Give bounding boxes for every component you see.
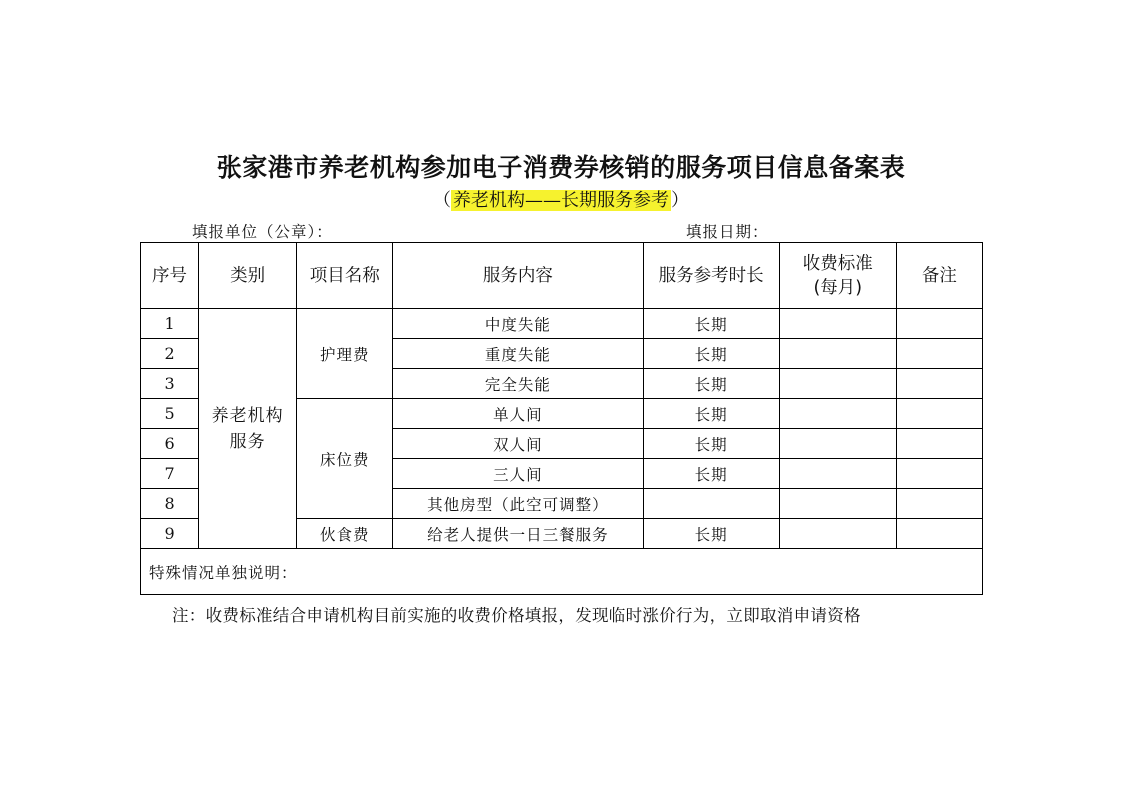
header-fee-line1: 收费标准 [802,253,873,274]
cell-seq: 3 [141,369,199,399]
cell-fee[interactable] [779,429,896,459]
cell-seq: 9 [141,519,199,549]
cell-seq: 6 [141,429,199,459]
cell-seq: 1 [141,309,199,339]
category-line2: 服务 [229,431,266,452]
cell-content: 完全失能 [393,369,643,399]
cell-fee[interactable] [779,459,896,489]
cell-content: 重度失能 [393,339,643,369]
cell-remark[interactable] [896,339,982,369]
cell-group-bed: 床位费 [297,399,393,519]
special-note-label[interactable]: 特殊情况单独说明： [141,549,983,595]
cell-content: 双人间 [393,429,643,459]
cell-remark[interactable] [896,489,982,519]
cell-remark[interactable] [896,399,982,429]
header-duration: 服务参考时长 [643,243,779,309]
cell-duration: 长期 [643,459,779,489]
cell-fee[interactable] [779,369,896,399]
page-title: 张家港市养老机构参加电子消费券核销的服务项目信息备案表 [216,153,906,182]
subtitle-close-paren: ） [671,190,689,211]
footer-note: 注：收费标准结合申请机构目前实施的收费价格填报，发现临时涨价行为，立即取消申请资格 [172,606,861,625]
header-fee-line2: (每月) [813,277,863,298]
cell-content: 给老人提供一日三餐服务 [393,519,643,549]
subtitle-highlight: 养老机构——长期服务参考 [453,190,669,211]
cell-remark[interactable] [896,459,982,489]
header-fee [779,243,896,309]
subtitle-open-paren: （ [433,190,451,211]
cell-group-nursing: 护理费 [297,309,393,399]
cell-remark[interactable] [896,309,982,339]
cell-category [199,309,297,549]
fill-date-label: 填报日期： [686,223,769,241]
cell-duration: 长期 [643,399,779,429]
cell-seq: 5 [141,399,199,429]
cell-fee[interactable] [779,489,896,519]
cell-duration: 长期 [643,309,779,339]
header-category: 类别 [199,243,297,309]
cell-duration: 长期 [643,339,779,369]
cell-fee[interactable] [779,399,896,429]
table-header-row [141,243,983,309]
category-line1: 养老机构 [211,405,284,426]
cell-remark[interactable] [896,369,982,399]
cell-remark[interactable] [896,519,982,549]
cell-content: 单人间 [393,399,643,429]
cell-group-meal: 伙食费 [297,519,393,549]
cell-duration: 长期 [643,429,779,459]
cell-content: 其他房型（此空可调整） [393,489,643,519]
header-seq: 序号 [141,243,199,309]
cell-seq: 2 [141,339,199,369]
table-row [141,309,983,339]
cell-remark[interactable] [896,429,982,459]
subtitle [0,186,1122,212]
cell-seq: 8 [141,489,199,519]
cell-content: 三人间 [393,459,643,489]
header-item-name: 项目名称 [297,243,393,309]
cell-duration: 长期 [643,369,779,399]
special-note-row [141,549,983,595]
header-remark: 备注 [896,243,982,309]
cell-duration [643,489,779,519]
header-service-content: 服务内容 [393,243,643,309]
cell-duration: 长期 [643,519,779,549]
cell-content: 中度失能 [393,309,643,339]
filing-table [140,242,983,595]
cell-fee[interactable] [779,309,896,339]
fill-unit-label: 填报单位（公章）： [192,223,333,241]
cell-fee[interactable] [779,519,896,549]
cell-fee[interactable] [779,339,896,369]
cell-seq: 7 [141,459,199,489]
